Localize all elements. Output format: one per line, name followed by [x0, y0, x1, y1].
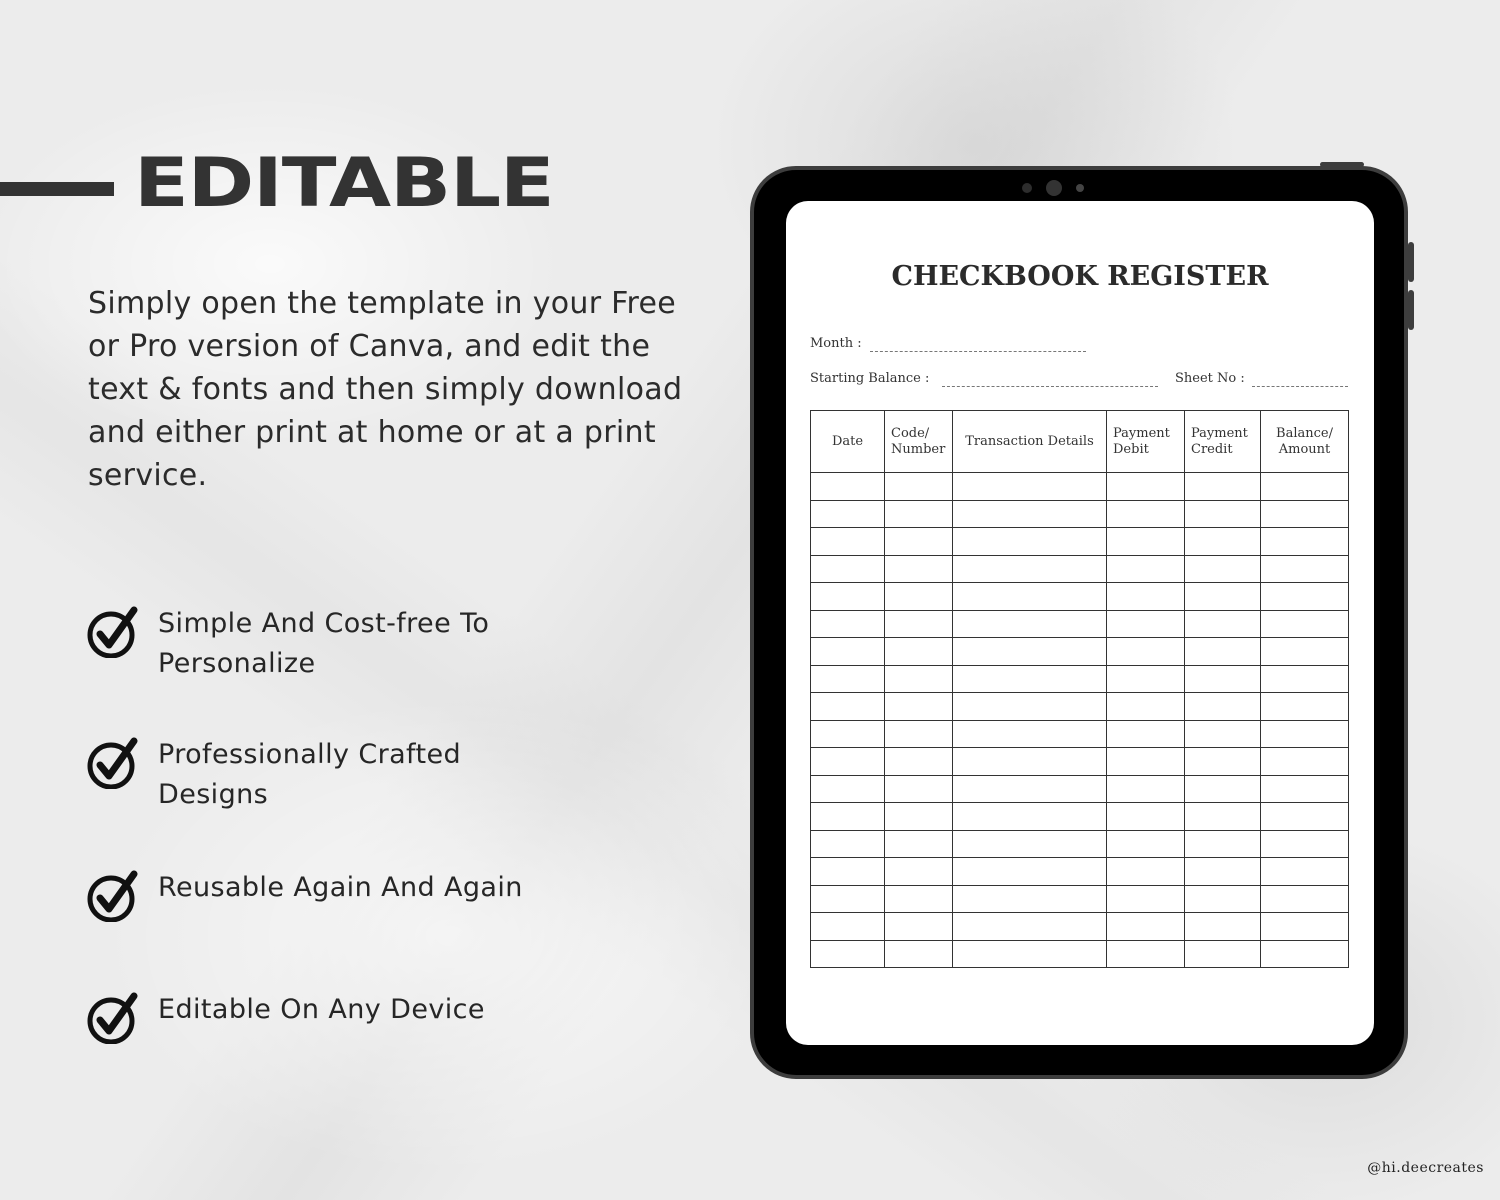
table-cell: [811, 830, 885, 858]
table-cell: [811, 940, 885, 968]
table-cell: [1107, 830, 1185, 858]
table-cell: [811, 638, 885, 666]
table-cell: [953, 748, 1107, 776]
table-cell: [885, 665, 953, 693]
table-cell: [1261, 693, 1349, 721]
table-cell: [811, 473, 885, 501]
table-cell: [1261, 473, 1349, 501]
table-cell: [885, 913, 953, 941]
table-cell: [953, 858, 1107, 886]
table-cell: [1185, 528, 1261, 556]
table-cell: [1261, 913, 1349, 941]
register-table: [810, 410, 1349, 968]
table-cell: [1107, 665, 1185, 693]
page-title: EDITABLE: [134, 144, 554, 223]
table-cell: [1185, 775, 1261, 803]
table-cell: [811, 885, 885, 913]
table-cell: [953, 583, 1107, 611]
table-cell: [811, 748, 885, 776]
table-cell: [885, 610, 953, 638]
table-cell: [1261, 803, 1349, 831]
table-cell: [1261, 748, 1349, 776]
table-cell: [1261, 775, 1349, 803]
table-cell: [811, 583, 885, 611]
table-cell: [811, 693, 885, 721]
feature-label: Editable On Any Device: [158, 994, 485, 1025]
feature-item: [86, 735, 578, 815]
feature-label: Simple And Cost-free To Personalize: [158, 608, 490, 679]
table-cell: [953, 803, 1107, 831]
table-cell: [1107, 803, 1185, 831]
table-cell: [1107, 913, 1185, 941]
table-cell: [1107, 940, 1185, 968]
table-cell: [811, 665, 885, 693]
table-cell: [1107, 528, 1185, 556]
table-cell: [1261, 583, 1349, 611]
table-row: [811, 885, 1349, 913]
table-cell: [885, 940, 953, 968]
checkmark-circle-icon: [86, 990, 140, 1044]
table-cell: [1185, 500, 1261, 528]
table-cell: [1107, 500, 1185, 528]
tablet-screen: [786, 201, 1374, 1045]
table-cell: [953, 528, 1107, 556]
table-cell: [953, 830, 1107, 858]
month-label: Month :: [810, 336, 862, 351]
table-cell: [1261, 638, 1349, 666]
checkmark-circle-icon: [86, 868, 140, 922]
table-row: [811, 720, 1349, 748]
feature-label: Reusable Again And Again: [158, 872, 523, 903]
table-cell: [1185, 803, 1261, 831]
table-cell: [953, 720, 1107, 748]
sheet-no-field-line: [1252, 386, 1348, 387]
table-cell: [1261, 830, 1349, 858]
table-cell: [885, 583, 953, 611]
table-cell: [811, 775, 885, 803]
table-cell: [1107, 610, 1185, 638]
table-row: [811, 528, 1349, 556]
table-cell: [953, 775, 1107, 803]
table-header-row: [811, 411, 1349, 473]
table-cell: [1107, 720, 1185, 748]
table-cell: [811, 720, 885, 748]
table-cell: [1261, 720, 1349, 748]
tablet-top-button: [1320, 162, 1364, 167]
table-row: [811, 803, 1349, 831]
table-row: [811, 473, 1349, 501]
table-cell: [811, 610, 885, 638]
title-accent-bar: [0, 182, 114, 196]
feature-item: [86, 604, 578, 684]
checkmark-circle-icon: [86, 604, 140, 658]
table-cell: [1261, 500, 1349, 528]
table-cell: [1107, 858, 1185, 886]
table-row: [811, 583, 1349, 611]
table-row: [811, 638, 1349, 666]
table-cell: [1185, 720, 1261, 748]
table-cell: [811, 858, 885, 886]
month-field-line: [870, 351, 1086, 352]
table-cell: [953, 885, 1107, 913]
table-cell: [953, 913, 1107, 941]
table-cell: [885, 528, 953, 556]
table-cell: [1185, 885, 1261, 913]
table-cell: [811, 500, 885, 528]
table-cell: [1261, 665, 1349, 693]
table-cell: [885, 748, 953, 776]
table-cell: [1185, 748, 1261, 776]
table-cell: [885, 500, 953, 528]
table-cell: [1185, 858, 1261, 886]
table-cell: [1185, 473, 1261, 501]
table-cell: [1185, 638, 1261, 666]
table-cell: [1107, 583, 1185, 611]
column-header-transaction-details: Transaction Details: [953, 411, 1107, 473]
table-cell: [1107, 638, 1185, 666]
table-cell: [1185, 830, 1261, 858]
column-header-payment-debit: Payment Debit: [1107, 411, 1185, 473]
document-title: CHECKBOOK REGISTER: [891, 261, 1269, 292]
table-cell: [1185, 665, 1261, 693]
table-cell: [1107, 748, 1185, 776]
table-cell: [1261, 940, 1349, 968]
table-cell: [953, 940, 1107, 968]
table-row: [811, 693, 1349, 721]
table-cell: [1261, 610, 1349, 638]
table-cell: [953, 555, 1107, 583]
table-row: [811, 775, 1349, 803]
starting-balance-field-line: [942, 386, 1158, 387]
table-row: [811, 665, 1349, 693]
table-cell: [1261, 858, 1349, 886]
table-cell: [953, 473, 1107, 501]
table-cell: [1107, 473, 1185, 501]
tablet-mockup: [750, 166, 1408, 1079]
column-header-payment-credit: Payment Credit: [1185, 411, 1261, 473]
table-cell: [885, 803, 953, 831]
table-row: [811, 500, 1349, 528]
table-cell: [1185, 693, 1261, 721]
table-row: [811, 748, 1349, 776]
table-cell: [811, 803, 885, 831]
column-header-date: Date: [811, 411, 885, 473]
checkmark-circle-icon: [86, 735, 140, 789]
table-row: [811, 913, 1349, 941]
column-header-balance-amount: Balance/ Amount: [1261, 411, 1349, 473]
table-cell: [811, 528, 885, 556]
table-cell: [1185, 610, 1261, 638]
table-cell: [1107, 693, 1185, 721]
table-cell: [1185, 583, 1261, 611]
table-cell: [953, 665, 1107, 693]
feature-item: [86, 990, 578, 1044]
table-cell: [953, 500, 1107, 528]
table-cell: [1107, 775, 1185, 803]
table-cell: [1107, 885, 1185, 913]
sheet-no-label: Sheet No :: [1175, 371, 1245, 386]
table-cell: [885, 473, 953, 501]
table-cell: [1261, 528, 1349, 556]
table-row: [811, 555, 1349, 583]
table-cell: [885, 885, 953, 913]
table-cell: [885, 858, 953, 886]
table-cell: [953, 638, 1107, 666]
table-cell: [811, 555, 885, 583]
table-cell: [1185, 940, 1261, 968]
camera-lens: [1046, 180, 1062, 196]
tablet-volume-down-button: [1408, 290, 1414, 330]
table-cell: [1261, 555, 1349, 583]
table-cell: [811, 913, 885, 941]
table-cell: [953, 610, 1107, 638]
table-row: [811, 940, 1349, 968]
table-cell: [1261, 885, 1349, 913]
table-cell: [1107, 555, 1185, 583]
table-cell: [885, 830, 953, 858]
table-row: [811, 610, 1349, 638]
starting-balance-label: Starting Balance :: [810, 371, 930, 386]
intro-text: Simply open the template in your Free or Pro version of Canva, and edit the text & fonts and then simply download and either print at home or at a print service.: [88, 286, 683, 493]
column-header-code-number: Code/ Number: [885, 411, 953, 473]
table-cell: [885, 638, 953, 666]
feature-item: [86, 868, 578, 922]
camera-sensor: [1076, 184, 1084, 192]
tablet-volume-up-button: [1408, 242, 1414, 282]
table-cell: [885, 555, 953, 583]
table-cell: [885, 693, 953, 721]
watermark: @hi.deecreates: [1367, 1160, 1484, 1176]
camera-dot: [1022, 183, 1032, 193]
table-cell: [953, 693, 1107, 721]
table-cell: [1185, 913, 1261, 941]
table-cell: [1185, 555, 1261, 583]
table-row: [811, 858, 1349, 886]
table-row: [811, 830, 1349, 858]
feature-label: Professionally Crafted Designs: [158, 739, 461, 810]
table-cell: [885, 720, 953, 748]
table-cell: [885, 775, 953, 803]
